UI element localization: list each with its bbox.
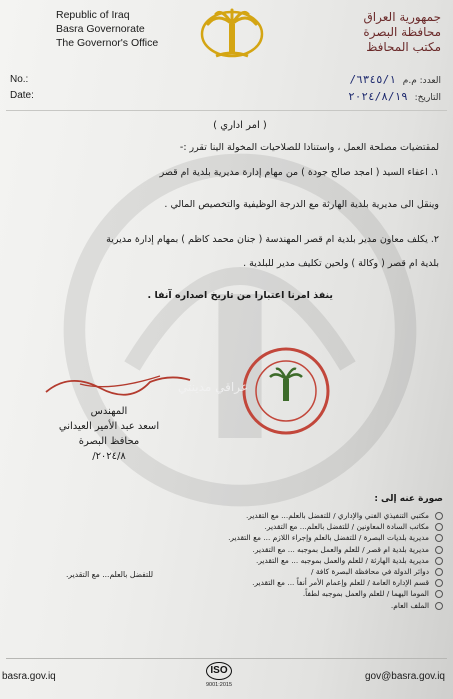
date-label-en: Date: bbox=[10, 90, 34, 101]
header-ar-office: مكتب المحافظ bbox=[366, 40, 441, 54]
footer-email-link[interactable]: gov@basra.gov.iq bbox=[364, 671, 445, 682]
cc-item: مكاتب السادة المعاونين / للتفضل بالعلم... مع التقدير. bbox=[143, 521, 443, 532]
cc-list bbox=[143, 510, 443, 611]
signature-block bbox=[34, 404, 184, 464]
bullet-icon bbox=[435, 602, 443, 610]
official-stamp-icon bbox=[240, 345, 332, 437]
number-label-en: No.: bbox=[10, 74, 29, 85]
iso-logo: ISO bbox=[206, 662, 232, 680]
bullet-icon bbox=[435, 512, 443, 520]
reference-number-label: العدد: م.م bbox=[402, 76, 441, 86]
bullet-icon bbox=[435, 557, 443, 565]
header-ar-country: جمهورية العراق bbox=[363, 10, 441, 24]
header-en-country: Republic of Iraq bbox=[56, 9, 130, 21]
reference-date-row bbox=[241, 89, 441, 106]
header-english bbox=[56, 8, 176, 50]
document-item-2-continued: بلدية ام قصر ( وكالة ) ولحين تكليف مدير للبلدية . bbox=[243, 258, 439, 269]
document-item-1: ١. اعفاء السيد ( امجد صالح جودة ) من مهام إدارة مديرية بلدية ام قصر bbox=[159, 167, 439, 178]
iso-standard: 9001:2015 bbox=[206, 682, 232, 688]
palm-emblem-icon bbox=[196, 6, 268, 62]
bullet-icon bbox=[435, 546, 443, 554]
iso-certification-badge bbox=[202, 662, 236, 694]
signatory-title: المهندس bbox=[90, 406, 128, 417]
header-en-governorate: Basra Governorate bbox=[56, 23, 145, 35]
signatory-position: محافظ البصرة bbox=[78, 436, 140, 447]
bullet-icon bbox=[435, 590, 443, 598]
document-item-1-continued: وينقل الى مديرية بلدية الهارثة مع الدرجة الوظيفية والتخصيص المالي . bbox=[164, 199, 439, 210]
header-divider bbox=[6, 110, 447, 111]
reference-block-ar bbox=[241, 72, 441, 106]
signature-date: ٢٠٢٤/٨/ bbox=[92, 451, 126, 462]
bullet-icon bbox=[435, 523, 443, 531]
reference-date-label: التاريخ: bbox=[414, 93, 441, 103]
footer-divider bbox=[6, 658, 447, 659]
header-en-office: The Governor's Office bbox=[56, 37, 159, 49]
bullet-icon bbox=[435, 534, 443, 542]
cc-item: الملف العام. bbox=[143, 600, 443, 611]
stamp-overlay-text: عراقي مدينتي bbox=[178, 380, 248, 394]
signature-icon bbox=[40, 362, 200, 402]
document-item-2: ٢. يكلف معاون مدير بلدية ام قصر المهندسة ( جنان محمد كاظم ) بمهام إدارة مديرية bbox=[106, 234, 439, 245]
reference-number-row bbox=[241, 72, 441, 89]
document-intro: لمقتضيات مصلحة العمل ، واستنادا للصلاحيات المخولة الينا تقرر :- bbox=[179, 142, 439, 153]
cc-item: قسم الإدارة العامة / للعلم وإعمام الأمر أنفاً ... مع التقدير. bbox=[143, 577, 443, 588]
cc-item: دوائر الدولة في محافظة البصرة كافة / bbox=[143, 566, 443, 577]
footer-website-link[interactable]: basra.gov.iq bbox=[2, 671, 56, 682]
cc-title: صورة عنه إلى : bbox=[374, 494, 443, 504]
cc-item: الموما اليهما / للعلم والعمل بموجبه لطفاً. bbox=[143, 588, 443, 599]
reference-number-value: ٦٣٤٥/١/ bbox=[349, 73, 396, 86]
header-ar-governorate: محافظة البصرة bbox=[363, 25, 441, 39]
cc-item: مكتبي التنفيذي الفني والإداري / للتفضل بالعلم... مع التقدير. bbox=[143, 510, 443, 521]
cc-item: مديرية بلدية ام قصر / للعلم والعمل بموجبه ... مع التقدير. bbox=[143, 544, 443, 555]
document-effective-line: ينفذ امرنا اعتبارا من تاريخ اصداره آنفا . bbox=[147, 290, 333, 301]
cc-item: مديرية بلديات البصرة / للتفضل بالعلم وإجراء اللازم ... مع التقدير. bbox=[143, 532, 443, 543]
reference-date-value: ٢٠٢٤/٨/١٩ bbox=[348, 90, 408, 103]
cc-extra-note: للتفضل بالعلم... مع التقدير. bbox=[66, 570, 154, 579]
signatory-name: اسعد عبد الأمير العيداني bbox=[58, 421, 160, 432]
cc-item: مديرية بلدية الهارثة / للعلم والعمل بموجبه ... مع التقدير. bbox=[143, 555, 443, 566]
document-title: ( امر اداري ) bbox=[213, 120, 267, 131]
bullet-icon bbox=[435, 579, 443, 587]
header-arabic bbox=[301, 10, 441, 55]
bullet-icon bbox=[435, 568, 443, 576]
